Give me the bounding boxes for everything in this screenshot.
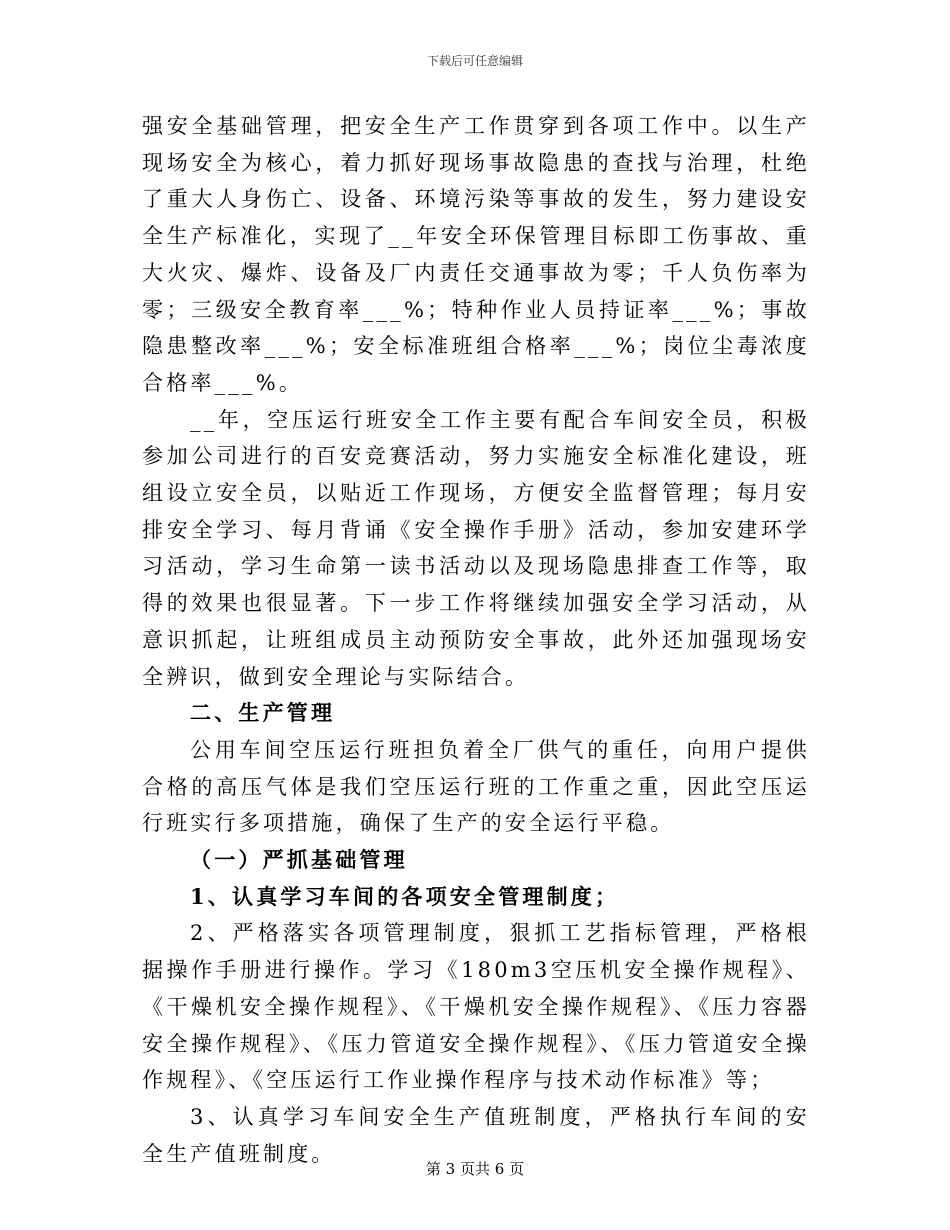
list-item-3-paragraph: 3、认真学习车间安全生产值班制度，严格执行车间的安全生产值班制度。 — [142, 1104, 810, 1166]
paragraph-safety-management: 强安全基础管理，把安全生产工作贯穿到各项工作中。以生产现场安全为核心，着力抓好现场事故隐患的查找与治理，杜绝了重大人身伤亡、设备、环境污染等事故的发生，努力建设安全生产标准化，实现了__年安全环保管理目标即工伤事故、重大火灾、爆炸、设备及厂内责任交通事故为零；千人负伤率为零；三级安全教育率___%；特种作业人员持证率___%；事故隐患整改率___%；安全标准班组合格率___%；岗位尘毒浓度合格率___%。 — [142, 114, 810, 395]
subsection-heading-basic-management: （一）严抓基础管理 — [190, 847, 408, 873]
list-item-2-paragraph: 2、严格落实各项管理制度，狠抓工艺指标管理，严格根据操作手册进行操作。学习《180m3空压机安全操作规程》、《干燥机安全操作规程》、《干燥机安全操作规程》、《压力容器安全操作规程》、《压力管道安全操作规程》、《压力管道安全操作规程》、《空压运行工作业操作程序与技术动作标准》等； — [142, 921, 810, 1093]
paragraph-production-intro: 公用车间空压运行班担负着全厂供气的重任，向用户提供合格的高压气体是我们空压运行班的工作重之重，因此空压运行班实行多项措施，确保了生产的安全运行平稳。 — [142, 737, 810, 836]
list-item-1-heading: 1、认真学习车间的各项安全管理制度； — [190, 883, 620, 909]
section-heading-production: 二、生产管理 — [190, 700, 336, 726]
paragraph-safety-activities: __年，空压运行班安全工作主要有配合车间安全员，积极参加公司进行的百安竞赛活动，努力实施安全标准化建设，班组设立安全员，以贴近工作现场，方便安全监督管理；每月安排安全学习、每月背诵《安全操作手册》活动，参加安建环学习活动，学习生命第一读书活动以及现场隐患排查工作等，取得的效果也很显著。下一步工作将继续加强安全学习活动，从意识抓起，让班组成员主动预防安全事故，此外还加强现场安全辨识，做到安全理论与实际结合。 — [142, 407, 810, 689]
document-body — [142, 108, 810, 1172]
page-number-footer: 第 3 页共 6 页 — [425, 1160, 525, 1178]
header-note: 下载后可任意编辑 — [426, 54, 523, 68]
